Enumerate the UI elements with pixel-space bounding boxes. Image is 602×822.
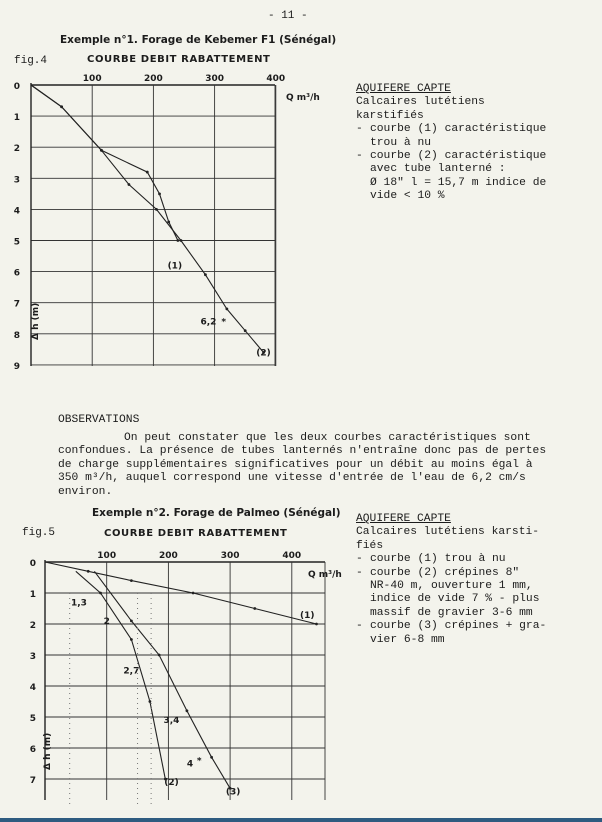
series-point bbox=[130, 638, 133, 641]
series-point bbox=[176, 239, 179, 242]
item-line: vier 6-8 mm bbox=[370, 633, 445, 646]
aquifer-1-item bbox=[356, 123, 556, 150]
item-line: courbe (2) caractéristique bbox=[370, 150, 547, 163]
series-point bbox=[87, 570, 90, 573]
y-tick-label: 3 bbox=[29, 652, 36, 662]
series-point bbox=[128, 183, 131, 186]
series-point bbox=[192, 592, 195, 595]
observations-paragraph bbox=[58, 432, 550, 499]
aquifer-2-line: Calcaires lutétiens karsti- bbox=[356, 526, 540, 539]
observations-heading: OBSERVATIONS bbox=[58, 414, 140, 426]
item-line: avec tube lanterné : bbox=[370, 163, 506, 176]
x-tick-label: 300 bbox=[220, 551, 240, 561]
chart-1 bbox=[14, 74, 320, 372]
item-dash: - bbox=[356, 123, 363, 136]
annotation-label: (3) bbox=[225, 787, 241, 798]
figure-4-label: fig.4 bbox=[14, 55, 48, 67]
x-tick-label: 400 bbox=[266, 74, 286, 84]
item-line: courbe (3) crépines + gra- bbox=[370, 620, 547, 633]
item-dash: - bbox=[356, 566, 363, 579]
y-tick-label: 7 bbox=[29, 776, 36, 786]
item-line: courbe (1) trou à nu bbox=[370, 553, 506, 566]
x-tick-label: 200 bbox=[144, 74, 163, 84]
observations-line: de charge supplémentaires significatives pour un débit au moins égal à bbox=[58, 458, 533, 471]
item-line: vide < 10 % bbox=[370, 190, 445, 203]
figure-4-title: COURBE DEBIT RABATTEMENT bbox=[87, 54, 271, 65]
bottom-edge-bar bbox=[0, 818, 602, 822]
aquifer-1-description bbox=[356, 83, 556, 204]
series-point bbox=[155, 208, 158, 211]
series-point bbox=[210, 756, 213, 759]
item-line: massif de gravier 3-6 mm bbox=[370, 606, 533, 619]
annotation-label: (2) bbox=[256, 348, 271, 359]
series-point bbox=[225, 308, 228, 311]
annotation-label: 2,7 bbox=[123, 666, 140, 677]
chart-2 bbox=[30, 551, 342, 804]
figure-5-label: fig.5 bbox=[22, 527, 56, 539]
x-tick-label: 100 bbox=[82, 74, 102, 84]
annotation-label: 6,2 bbox=[200, 317, 217, 328]
y-tick-label: 7 bbox=[13, 299, 20, 310]
aquifer-2-line: fiés bbox=[356, 539, 384, 552]
y-tick-label: 2 bbox=[29, 621, 36, 631]
item-line: trou à nu bbox=[370, 136, 432, 149]
annotation-label: 1,3 bbox=[70, 598, 87, 609]
item-line: indice de vide 7 % - plus bbox=[370, 593, 540, 606]
annotation-label: (1) bbox=[299, 610, 315, 621]
annotation-label: (2) bbox=[164, 778, 179, 789]
y-tick-label: 5 bbox=[13, 237, 20, 248]
y-tick-label: 6 bbox=[29, 745, 36, 755]
series-line bbox=[94, 571, 230, 788]
y-axis-label: Δ h (m) bbox=[31, 302, 41, 340]
item-dash: - bbox=[356, 553, 363, 566]
x-tick-label: 100 bbox=[97, 551, 117, 561]
y-tick-label: 4 bbox=[13, 206, 20, 217]
example-2-title: Exemple n°2. Forage de Palmeo (Sénégal) bbox=[92, 507, 341, 519]
series-point bbox=[158, 192, 161, 195]
y-tick-label: 4 bbox=[29, 683, 36, 693]
series-line bbox=[31, 85, 178, 241]
annotation-label: 2 bbox=[103, 617, 110, 627]
item-line: courbe (1) caractéristique bbox=[370, 123, 547, 136]
y-tick-label: 3 bbox=[13, 175, 20, 186]
annotation-label: * bbox=[221, 317, 227, 328]
series-line bbox=[31, 85, 264, 353]
x-tick-label: 400 bbox=[282, 551, 302, 561]
y-tick-label: 0 bbox=[13, 82, 20, 92]
y-tick-label: 5 bbox=[29, 714, 36, 724]
observations-line: On peut constater que les deux courbes caractéristiques sont bbox=[124, 432, 531, 444]
series-point bbox=[100, 149, 103, 152]
item-line: NR-40 m, ouverture 1 mm, bbox=[370, 580, 533, 593]
annotation-label: 4 bbox=[186, 759, 194, 770]
series-point bbox=[130, 579, 133, 582]
item-line: courbe (2) crépines 8" bbox=[370, 566, 520, 579]
x-axis-label: Q m³/h bbox=[286, 93, 320, 103]
aquifer-1-line: Calcaires lutétiens bbox=[356, 96, 485, 109]
y-tick-label: 6 bbox=[13, 268, 20, 279]
y-tick-label: 9 bbox=[13, 361, 20, 372]
x-axis-label: Q m³/h bbox=[308, 570, 342, 580]
y-tick-label: 1 bbox=[29, 590, 36, 600]
aquifer-1-item bbox=[356, 150, 556, 204]
annotation-label: (1) bbox=[167, 261, 183, 272]
annotation-label: 3,4 bbox=[163, 716, 180, 727]
aquifer-2-description bbox=[356, 513, 552, 647]
series-point bbox=[204, 273, 207, 276]
series-point bbox=[60, 105, 63, 108]
aquifer-2-item bbox=[356, 553, 552, 566]
series-point bbox=[315, 623, 318, 626]
y-axis-label: Δ h (m) bbox=[43, 732, 53, 770]
observations-line: confondues. La présence de tubes lanternés n'entraîne donc pas de pertes bbox=[58, 445, 547, 458]
item-line: Ø 18" l = 15,7 m indice de bbox=[370, 176, 547, 189]
example-1-title: Exemple n°1. Forage de Kebemer F1 (Sénégal) bbox=[60, 34, 337, 46]
aquifer-1-heading: AQUIFERE CAPTE bbox=[356, 83, 451, 95]
x-tick-label: 300 bbox=[205, 74, 224, 84]
series-point bbox=[148, 700, 151, 703]
x-tick-label: 200 bbox=[159, 551, 178, 561]
aquifer-2-item bbox=[356, 620, 552, 647]
page-number: - 11 - bbox=[268, 10, 308, 22]
series-point bbox=[180, 239, 183, 242]
y-tick-label: 8 bbox=[13, 330, 20, 341]
item-dash: - bbox=[356, 150, 363, 163]
y-tick-label: 1 bbox=[13, 113, 20, 124]
series-point bbox=[244, 329, 247, 332]
aquifer-2-heading: AQUIFERE CAPTE bbox=[356, 513, 451, 525]
annotation-label: * bbox=[196, 756, 202, 767]
series-point bbox=[253, 607, 256, 610]
figure-5-title: COURBE DEBIT RABATTEMENT bbox=[104, 528, 288, 539]
series-point bbox=[186, 709, 189, 712]
series-point bbox=[130, 620, 133, 623]
series-point bbox=[146, 171, 149, 174]
y-tick-label: 0 bbox=[29, 559, 36, 569]
series-point bbox=[99, 592, 102, 595]
aquifer-1-line: karstifiés bbox=[356, 109, 424, 122]
item-dash: - bbox=[356, 620, 363, 633]
observations-line: environ. bbox=[58, 485, 113, 498]
y-tick-label: 2 bbox=[13, 144, 20, 155]
series-point bbox=[158, 654, 161, 657]
aquifer-2-item bbox=[356, 567, 552, 621]
observations-line: 350 m³/h, auquel correspond une vitesse d'entrée de l'eau de 6,2 cm/s bbox=[58, 472, 526, 485]
